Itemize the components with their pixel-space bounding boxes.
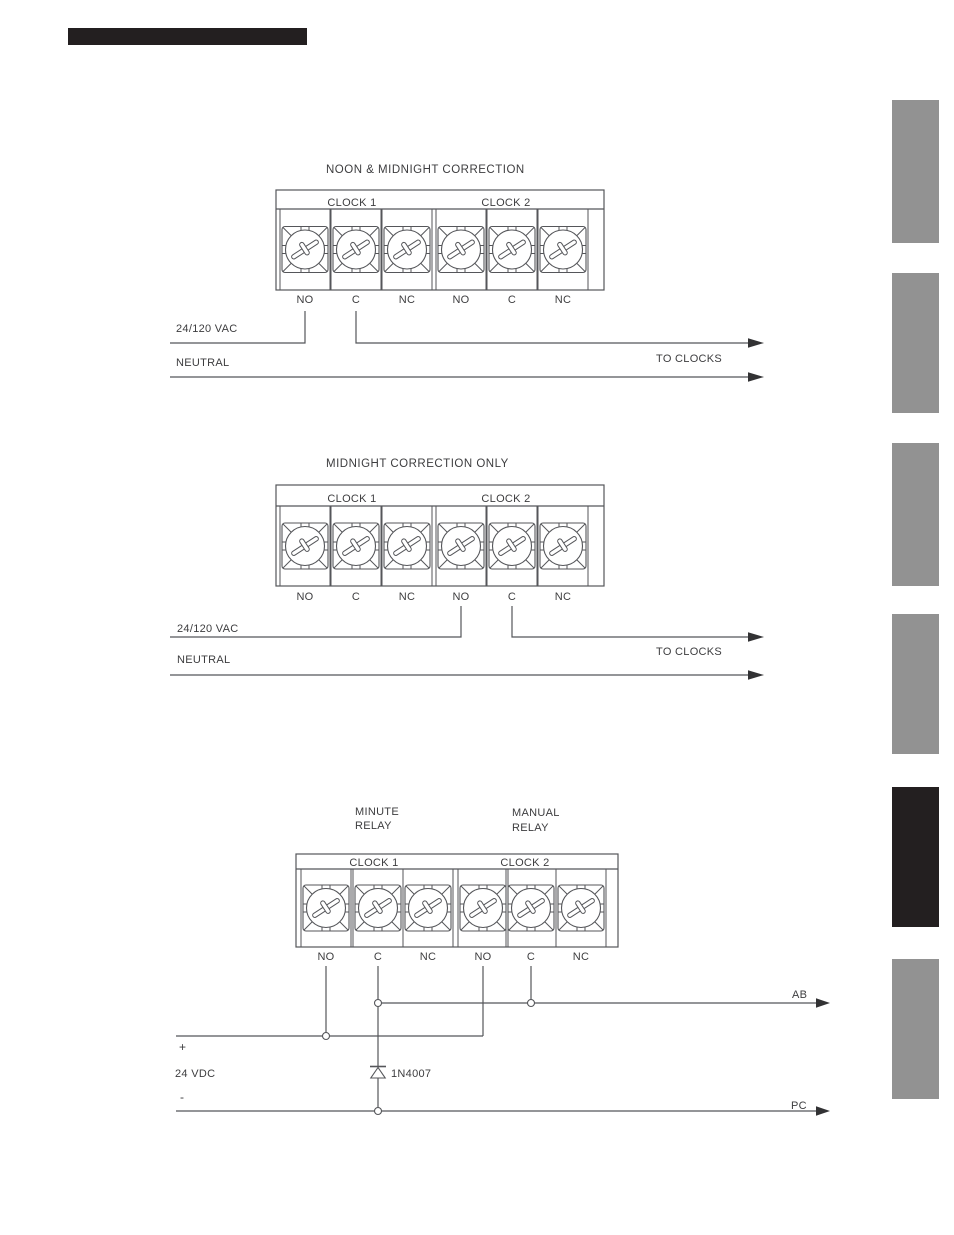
terminal-label: NO bbox=[452, 294, 470, 306]
screw-terminal bbox=[333, 523, 379, 569]
arrow-right-icon bbox=[816, 1106, 830, 1116]
terminal-block bbox=[276, 485, 604, 603]
terminal-label: NO bbox=[452, 591, 470, 603]
terminal-label: NC bbox=[398, 294, 416, 306]
terminal-label: C bbox=[507, 591, 517, 603]
terminal-label: C bbox=[507, 294, 517, 306]
clock1-label: CLOCK 1 bbox=[327, 493, 377, 505]
diode-icon bbox=[370, 1067, 386, 1079]
diode-label: 1N4007 bbox=[391, 1068, 432, 1080]
to-clocks-label: TO CLOCKS bbox=[656, 353, 723, 365]
screw-terminal bbox=[303, 885, 349, 931]
junction-dot bbox=[323, 1033, 330, 1040]
clock2-label: CLOCK 2 bbox=[481, 197, 531, 209]
to-clocks-wire bbox=[512, 606, 748, 637]
terminal-label: NC bbox=[572, 951, 590, 963]
clock2-label: CLOCK 2 bbox=[481, 493, 531, 505]
screw-terminal bbox=[438, 227, 484, 273]
pc-label: PC bbox=[791, 1100, 807, 1112]
clock1-label: CLOCK 1 bbox=[349, 857, 399, 869]
terminal-label: C bbox=[373, 951, 383, 963]
supply-label: 24/120 VAC bbox=[177, 623, 239, 635]
arrow-right-icon bbox=[748, 632, 764, 642]
clock2-label: CLOCK 2 bbox=[500, 857, 550, 869]
screw-terminal bbox=[460, 885, 506, 931]
screw-terminal bbox=[540, 227, 586, 273]
screw-terminal bbox=[384, 227, 430, 273]
terminal-label: NC bbox=[398, 591, 416, 603]
terminal-label: NC bbox=[554, 294, 572, 306]
neutral-label: NEUTRAL bbox=[177, 654, 231, 666]
screw-terminal bbox=[282, 227, 328, 273]
screw-terminal bbox=[384, 523, 430, 569]
to-clocks-label: TO CLOCKS bbox=[656, 646, 723, 658]
to-clocks-wire bbox=[356, 311, 748, 343]
neutral-label: NEUTRAL bbox=[176, 357, 230, 369]
screw-terminal bbox=[282, 523, 328, 569]
plus-label: + bbox=[179, 1040, 187, 1054]
junction-dot bbox=[375, 1108, 382, 1115]
clock1-label: CLOCK 1 bbox=[327, 197, 377, 209]
screw-terminal bbox=[508, 885, 554, 931]
minute-relay-label-line1: MINUTE bbox=[355, 806, 399, 818]
terminal-label: NC bbox=[419, 951, 437, 963]
manual-relay-label-line1: MANUAL bbox=[512, 807, 560, 819]
arrow-right-icon bbox=[748, 338, 764, 348]
terminal-label: C bbox=[526, 951, 536, 963]
screw-terminal bbox=[333, 227, 379, 273]
minus-label: - bbox=[180, 1090, 185, 1104]
terminal-label: C bbox=[351, 591, 361, 603]
minute-relay-label-line2: RELAY bbox=[355, 820, 392, 832]
screw-terminal bbox=[489, 227, 535, 273]
screw-terminal bbox=[558, 885, 604, 931]
supply-label: 24/120 VAC bbox=[176, 323, 238, 335]
manual-relay-label-line2: RELAY bbox=[512, 822, 549, 834]
terminal-block bbox=[276, 190, 604, 306]
screw-terminal bbox=[540, 523, 586, 569]
screw-terminal bbox=[405, 885, 451, 931]
arrow-right-icon bbox=[748, 670, 764, 680]
terminal-label: NO bbox=[296, 294, 314, 306]
terminal-label: C bbox=[351, 294, 361, 306]
terminal-label: NO bbox=[317, 951, 335, 963]
junction-dot bbox=[528, 1000, 535, 1007]
diagram-title: NOON & MIDNIGHT CORRECTION bbox=[326, 164, 525, 176]
terminal-label: NO bbox=[296, 591, 314, 603]
diagram-title: MIDNIGHT CORRECTION ONLY bbox=[326, 458, 509, 470]
arrow-right-icon bbox=[816, 998, 830, 1008]
junction-dot bbox=[375, 1000, 382, 1007]
terminal-label: NC bbox=[554, 591, 572, 603]
diagram-relay bbox=[175, 806, 830, 1116]
screw-terminal bbox=[438, 523, 484, 569]
screw-terminal bbox=[355, 885, 401, 931]
screw-terminal bbox=[489, 523, 535, 569]
ab-label: AB bbox=[792, 989, 808, 1001]
terminal-block bbox=[296, 854, 618, 963]
supply-label: 24 VDC bbox=[175, 1068, 216, 1080]
terminal-label: NO bbox=[474, 951, 492, 963]
arrow-right-icon bbox=[748, 372, 764, 382]
